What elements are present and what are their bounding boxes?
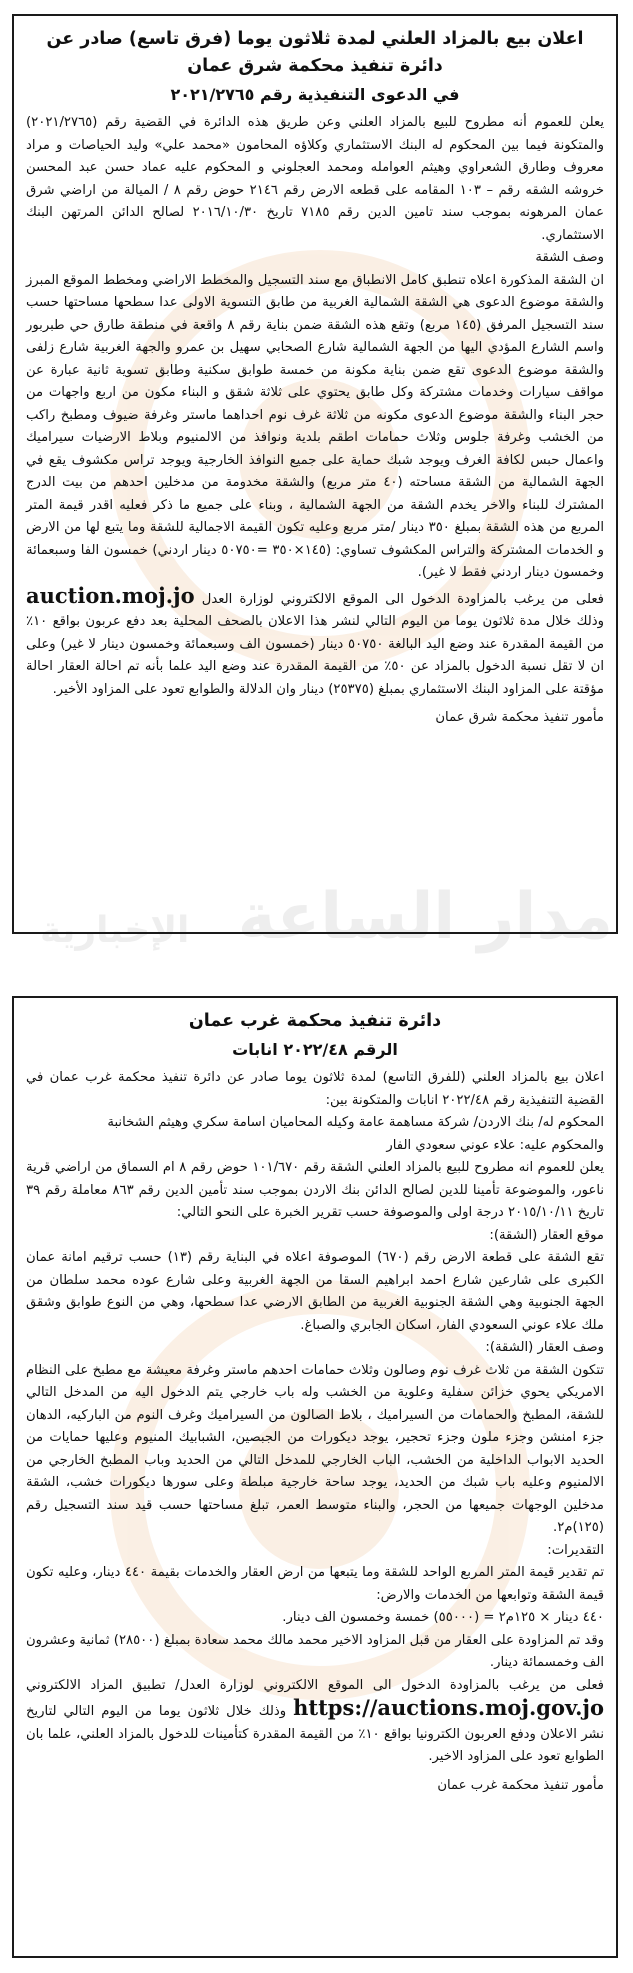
property-description-paragraph: تتكون الشقة من ثلاث غرف نوم وصالون وثلاث حمامات احدهم ماستر وغرفة معيشة مع مطبخ على النظام الامريكي يحوي خزائن سفلية وعلوية من الخشب وله باب خارجي يتم الدخول اليه من المدخل التالي للشقة، المطبخ والحمامات من السيراميك ، بلاط الصالون من السيراميك وغرف النوم من الباركيه، الدهان جزء امنشن وجزء ملون وجزء تحجير، يوجد ديكورات من الجبصين، الشبابيك المنيوم وعليها حمايات من الحديد الابواب الداخلية من الخشب، الباب الخارجي للمدخل التالي من الحديد وباب المطبخ الخارجي من الالمنيوم وعليه باب شبك من الحديد، يوجد ساحة خارجية مبلطة وعلى سورها ديكورات خشب، الشقة مدخلين الوجهات جميعها من الحجر، والبناء متوسط العمر، تبلغ مساحتها حسب قيد سند التسجيل رقم (١٢٥)م٢. (26, 1362, 604, 1535)
notice-west-amman (12, 996, 618, 1958)
location-paragraph: تقع الشقة على قطعة الارض رقم (٦٧٠) الموصوفة اعلاه في البناية رقم (١٣) حسب ترقيم امانة عمان الكبرى على شارعين شارع احمد ابراهيم السقا من الجهة الغربية وعلى شارع عوده محمد سلطان من الجهة الجنوبية وهي الشقة الجنوبية الغربية من الطابق الارضي عدا سطحها، وهي من النوع طوابق وشقق ملك علاء عوني السعودي الفار، اسكان الجابري والصباغ. (26, 1250, 604, 1333)
valuation-calculation: ٤٤٠ دينار × ١٢٥م٢ = (٥٥٠٠٠) خمسة وخمسون الف دينار. (282, 1610, 604, 1625)
bidding-text-after-url: وذلك خلال ثلاثون يوما من اليوم التالي لتاريخ نشر الاعلان ودفع العربون الكترونيا بواقع ١٠٪ من القيمة المقدرة كتأمينات للدخول بالمزاد العلني، علما بان الطوابع تعود على المزاود الاخير. (26, 1704, 604, 1764)
property-announcement-paragraph: يعلن للعموم انه مطروح للبيع بالمزاد العلني الشقة رقم ١٠١/٦٧٠ حوض رقم ٨ ام السماق من اراضي قرية ناعور، والموضوعة تأمينا للدين لصالح الدائن بنك الاردن بموجب سند تأمين الدين رقم ٨٦٣ معاملة رقم ٣٩ تاريخ ٢٠١٥/١٠/١١ درجة اولى والموصوفة حسب تقرير الخبرة على النحو التالي: (26, 1160, 605, 1220)
bidding-text-before-url: فعلى من يرغب بالمزاودة الدخول الى الموقع الالكتروني لوزارة العدل (201, 591, 604, 607)
auction-website-link[interactable]: https://auctions.moj.gov.jo (293, 1695, 604, 1720)
debtor-paragraph: والمحكوم عليه: علاء عوني سعودي الفار (386, 1137, 604, 1153)
section-heading-location: موقع العقار (الشقة): (489, 1227, 604, 1243)
creditor-paragraph: المحكوم له/ بنك الاردن/ شركة مساهمة عامة وكيله المحاميان اسامة سكري وهيثم الشخانبة (107, 1115, 604, 1130)
notice-signoff: مأمور تنفيذ محكمة شرق عمان (435, 710, 604, 725)
notice-case-number: الرقم ٢٠٢٢/٤٨ انابات (232, 1040, 398, 1059)
notice-east-amman (12, 14, 618, 934)
last-bid-paragraph: وقد تم المزاودة على العقار من قبل المزاود الاخير محمد مالك محمد سعادة بمبلغ (٢٨٥٠٠) ثمانية وعشرون الف وخمسمائة دينار. (26, 1632, 604, 1670)
bidding-paragraph (26, 582, 605, 702)
valuation-paragraph: تم تقدير قيمة المتر المربع الواحد للشقة وما يتبعها من ارض العقار والخدمات بقيمة ٤٤٠ دينار، وعليه تكون قيمة الشقة وتوابعها من الخدمات والارض: (26, 1565, 604, 1603)
section-heading-description: وصف العقار (الشقة): (485, 1340, 604, 1355)
notice-intro-paragraph: يعلن للعموم أنه مطروح للبيع بالمزاد العلني وعن طريق هذه الدائرة في القضية رقم (٢٠٢١/٢٧٦٥) والمتكونة فيما بين المحكوم له البنك الاستثماري وكلاؤه المحامون «محمد علي» وليد الحياصات و مراد معروف وطارق الشعراوي وهيثم العوامله ومحمد العجلوني و المحكوم عليه عماد حسن عبد المحسن خروشه الشقه رقم – ١٠٣ المقامه على قطعه الارض رقم ٢١٤٦ حوض رقم ٨ / الميالة من اراضي شرق عمان المرهونه بموجب سند تامين الدين رقم ٧١٨٥ تاريخ ٢٠١٦/١٠/٣٠ لصالح الدائن المرتهن البنك الاستثماري. (26, 115, 605, 243)
notice-title: دائرة تنفيذ محكمة غرب عمان (188, 1011, 442, 1031)
property-description-paragraph: ان الشقة المذكورة اعلاه تنطبق كامل الانطباق مع سند التسجيل والمخطط الاراضي ومخطط الموقع المبرز والشقة موضوع الدعوى هي الشقة الشمالية الغربية من طابق التسوية الاولى عدا سطحها مساحتها حسب سند التسجيل المرفق (١٤٥ مربع) وتقع هذه الشقة ضمن بناية رقم ٨ واقعة في منطقة طارق حي طبربور واسم الشارع المؤدي اليها من الجهة الشمالية شارع الصحابي سهيل بن عمرو والجهة الغربية شارع زلفى والشقة موضوع الدعوى تقع ضمن بناية مكونة من خمسة طوابق سكنية وطابق تسوية ثانية عبارة عن مواقف سيارات وخدمات مشتركة وكل طابق يحتوي على ثلاثة شقق و البناء مكون من اربع واجهات من حجر البناء والشقة موضوع الدعوى مكونه من ثلاثة غرف نوم احداهما ماستر وغرفة ضيوف ومطبخ راكب من الخشب وغرفة جلوس وثلاث حمامات اطقم بلدية ونوافذ من الالمنيوم وبلاط الارضيات سيراميك واعمال حبس لكافة الغرف ويوجد شبك حماية على جميع النوافذ الخارجية ويوجد تراس مكشوف يقع في الجهة الشمالية من الشقة مساحته (٤٠ متر مربع) والشقة مخدومة من مدخلين احدهم من بيت الدرج المشترك للبناء والاخر يخدم الشقة من الجهة الشمالية ، وبناء على جميع ما ذكر فعليه اقدر قيمة المتر المربع من هذه الشقة بمبلغ ٣٥٠ دينار /متر مربع وعليه تكون القيمة الاجمالية للشقة وما يتبع لها من الارض و الخدمات المشتركة والتراس المكشوف تساوي: (١٤٥×٣٥٠ =٥٠٧٥٠ دينار اردني) خمسون الفا وسبعمائة وخمسون دينار اردني فقط لا غير). (26, 272, 604, 580)
notice-intro-paragraph: اعلان بيع بالمزاد العلني (للفرق التاسع) لمدة ثلاثون يوما صادر عن دائرة تنفيذ محكمة غرب عمان في القضية التنفيذية رقم ٢٠٢٢/٤٨ انابات والمتكونة بين: (26, 1070, 604, 1108)
section-heading-description: وصف الشقة (535, 250, 604, 265)
auction-website-link[interactable]: auction.moj.jo (26, 582, 195, 608)
watermark-brand-text: مدار الساعة (237, 880, 613, 954)
notice-title-line1: اعلان بيع بالمزاد العلني لمدة ثلاثون يوما (فرق تاسع) صادر عن (46, 29, 584, 49)
bidding-text-before-url: فعلى من يرغب بالمزاودة الدخول الى الموقع الالكتروني لوزارة العدل/ تطبيق المزاد الالكتروني (26, 1677, 604, 1693)
notice-signoff: مأمور تنفيذ محكمة غرب عمان (437, 1777, 604, 1793)
watermark-sub-text: الإخبارية (40, 910, 190, 951)
notice-case-number: في الدعوى التنفيذية رقم ٢٠٢١/٢٧٦٥ (170, 85, 460, 104)
bidding-paragraph (26, 1675, 604, 1769)
notice-title-line2: دائرة تنفيذ محكمة شرق عمان (187, 56, 443, 76)
section-heading-valuation: التقديرات: (547, 1542, 604, 1558)
bidding-text-after-url: وذلك خلال مدة ثلاثون يوما من اليوم التالي لنشر هذا الاعلان بالصحف المحلية بعد دفع عربون بواقع ١٠٪ من القيمة المقدرة عند وضع اليد البالغة ٥٠٧٥٠ دينار (خمسون الف وسبعمائة وخمسون دينار لا غير) وعلى ان لا تقل نسبة الدخول بالمزاد عن ٥٠٪ من القيمة المقدرة عند وضع اليد علما بأنه تم احالة العقار احالة مؤقتة على المزاود البنك الاستثماري بمبلغ (٢٥٣٧٥) دينار وان الدلالة والطوابع تعود على المزاود الأخير. (26, 614, 605, 697)
